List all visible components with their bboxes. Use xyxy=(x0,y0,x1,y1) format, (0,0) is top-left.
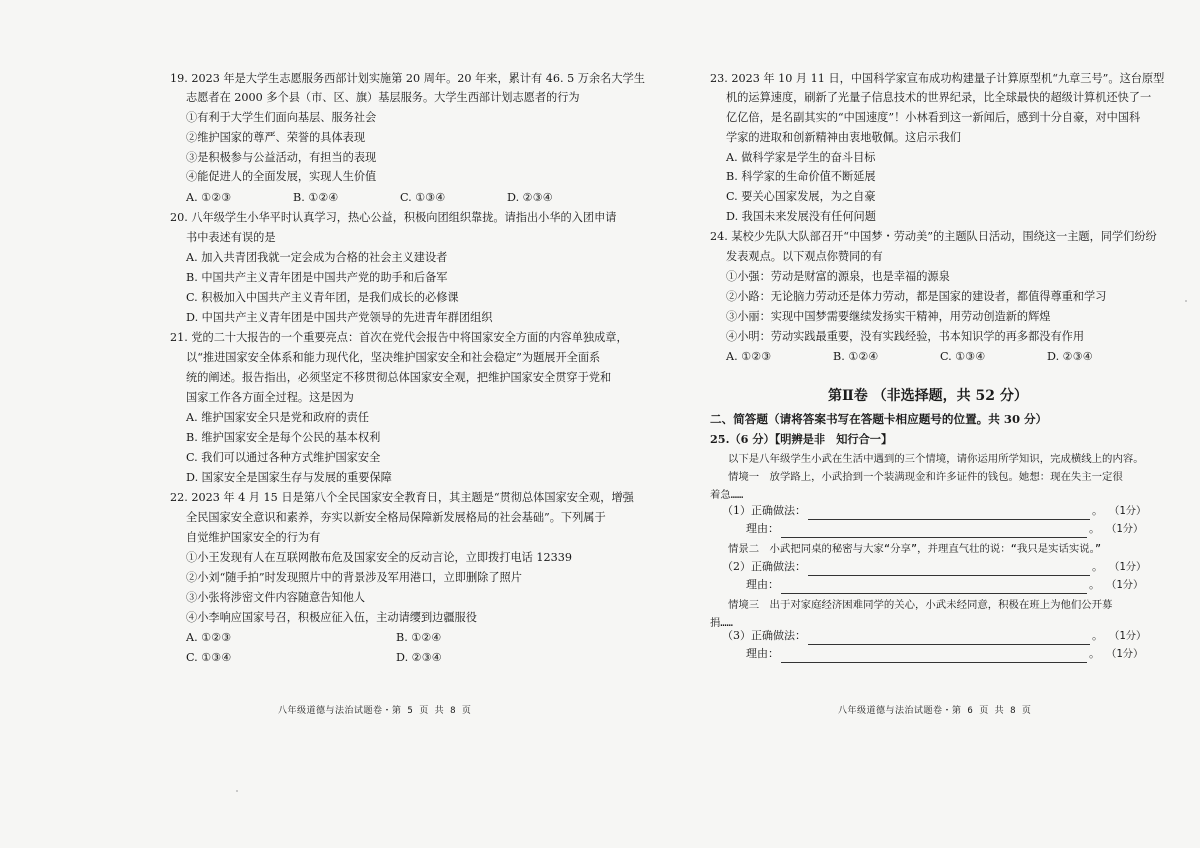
q21-stem-line3: 统的阐述。报告指出，必须坚定不移贯彻总体国家安全观，把维护国家安全贯穿于党和 xyxy=(186,371,612,384)
q25-answer2-label: （2）正确做法： xyxy=(722,560,806,573)
q22-option-b: B. ①②④ xyxy=(396,631,442,644)
q25-reason3-row xyxy=(746,645,1143,663)
q24-option-a: A. ①②③ xyxy=(726,350,772,363)
q25-reason2-label: 理由： xyxy=(746,578,779,591)
q25-reason3-score: （1分） xyxy=(1106,648,1144,660)
q25-intro: 以下是八年级学生小武在生活中遇到的三个情境，请你运用所学知识，完成横线上的内容。 xyxy=(728,453,1144,465)
q20-option-a: A. 加入共青团我就一定会成为合格的社会主义建设者 xyxy=(186,251,448,264)
q21-stem-line2: 以“推进国家安全体系和能力现代化，坚决维护国家安全和社会稳定”为题展开全面系 xyxy=(186,351,601,364)
q25-scenario3-line2: 捐…… xyxy=(710,617,733,629)
q25-answer3-blank[interactable] xyxy=(808,632,1090,645)
q23-option-a: A. 做科学家是学生的奋斗目标 xyxy=(726,151,876,164)
q23-stem-line1: 23. 2023 年 10 月 11 日，中国科学家宣布成功构建量子计算原型机“九章三号”。这台原型 xyxy=(710,72,1165,85)
q24-stem-line1: 24. 某校少先队大队部召开“中国梦・劳动美”的主题队日活动，围绕这一主题，同学们纷纷 xyxy=(710,230,1157,243)
q25-reason3-label: 理由： xyxy=(746,647,779,660)
q25-reason2-row xyxy=(746,576,1143,594)
q23-option-c: C. 要关心国家发展，为之自豪 xyxy=(726,190,876,203)
q20-stem-line1: 20. 八年级学生小华平时认真学习，热心公益，积极向团组织靠拢。请指出小华的入团申请 xyxy=(170,211,617,224)
section2-heading: 二、简答题（请将答案书写在答题卡相应题号的位置。共 30 分） xyxy=(710,412,1048,426)
q20-option-c: C. 积极加入中国共产主义青年团，是我们成长的必修课 xyxy=(186,291,459,304)
q22-item-4: ④小李响应国家号召，积极应征入伍，主动请缨到边疆服役 xyxy=(186,611,477,624)
q25-reason3-blank[interactable] xyxy=(781,650,1087,663)
q25-reason1-label: 理由： xyxy=(746,522,779,535)
q25-scenario2: 情景二 小武把同桌的秘密与大家“分享”，并理直气壮的说：“我只是实话实说。” xyxy=(728,543,1102,555)
q19-option-c: C. ①③④ xyxy=(400,191,446,204)
q20-stem-line2: 书中表述有误的是 xyxy=(186,231,276,244)
q19-item-1: ①有利于大学生们面向基层、服务社会 xyxy=(186,111,377,124)
q25-answer2-blank[interactable] xyxy=(808,563,1090,576)
q25-answer1-score: （1分） xyxy=(1109,505,1147,517)
q22-option-d: D. ②③④ xyxy=(396,651,442,664)
q25-scenario1-line1: 情境一 放学路上，小武拾到一个装满现金和许多证件的钱包。她想：现在失主一定很 xyxy=(728,471,1123,483)
scan-speck xyxy=(236,790,238,792)
q25-reason2-score: （1分） xyxy=(1106,579,1144,591)
q25-reason2-period: 。 xyxy=(1089,578,1100,591)
q19-options xyxy=(186,189,553,207)
q22-stem-line1: 22. 2023 年 4 月 15 日是第八个全民国家安全教育日，其主题是“贯彻总体国家安全观，增强 xyxy=(170,491,634,504)
q22-option-a: A. ①②③ xyxy=(186,631,232,644)
q25-reason1-score: （1分） xyxy=(1106,523,1144,535)
q22-option-c: C. ①③④ xyxy=(186,651,232,664)
q25-answer2-score: （1分） xyxy=(1109,561,1147,573)
q25-answer1-period: 。 xyxy=(1092,504,1103,517)
q21-option-d: D. 国家安全是国家生存与发展的重要保障 xyxy=(186,471,392,484)
q19-option-b: B. ①②④ xyxy=(293,191,339,204)
q21-option-c: C. 我们可以通过各种方式维护国家安全 xyxy=(186,451,381,464)
q19-option-d: D. ②③④ xyxy=(507,191,553,204)
q24-options xyxy=(726,348,1093,366)
scan-speck xyxy=(1185,300,1187,302)
q22-options-row1 xyxy=(186,629,441,647)
q24-item-4: ④小明：劳动实践最重要，没有实践经验，书本知识学的再多都没有作用 xyxy=(726,330,1085,343)
q19-item-2: ②维护国家的尊严、荣誉的具体表现 xyxy=(186,131,366,144)
q21-stem-line1: 21. 党的二十大报告的一个重要亮点：首次在党代会报告中将国家安全方面的内容单独成章， xyxy=(170,331,628,344)
q23-option-b: B. 科学家的生命价值不断延展 xyxy=(726,170,876,183)
q23-stem-line2: 机的运算速度，刷新了光量子信息技术的世界纪录，比全球最快的超级计算机还快了一 xyxy=(726,91,1152,104)
q22-stem-line2: 全民国家安全意识和素养，夯实以新安全格局保障新发展格局的社会基础”。下列属于 xyxy=(186,511,606,524)
q25-answer3-period: 。 xyxy=(1092,629,1103,642)
q24-option-b: B. ①②④ xyxy=(833,350,879,363)
q22-item-3: ③小张将涉密文件内容随意告知他人 xyxy=(186,591,366,604)
q19-stem-line2: 志愿者在 2000 多个县（市、区、旗）基层服务。大学生西部计划志愿者的行为 xyxy=(186,91,580,104)
q19-item-3: ③是积极参与公益活动，有担当的表现 xyxy=(186,151,377,164)
q25-answer3-score: （1分） xyxy=(1109,630,1147,642)
q19-item-4: ④能促进人的全面发展，实现人生价值 xyxy=(186,170,377,183)
q19-stem-line1: 19. 2023 年是大学生志愿服务西部计划实施第 20 周年。20 年来，累计有 46. 5 万余名大学生 xyxy=(170,72,645,85)
q24-item-2: ②小路：无论脑力劳动还是体力劳动，都是国家的建设者，都值得尊重和学习 xyxy=(726,290,1107,303)
q21-option-a: A. 维护国家安全只是党和政府的责任 xyxy=(186,411,370,424)
q20-option-d: D. 中国共产主义青年团是中国共产党领导的先进青年群团组织 xyxy=(186,311,493,324)
q25-answer1-row xyxy=(722,502,1146,520)
q20-option-b: B. 中国共产主义青年团是中国共产党的助手和后备军 xyxy=(186,271,448,284)
q22-item-1: ①小王发现有人在互联网散布危及国家安全的反动言论，立即拨打电话 12339 xyxy=(186,551,572,564)
q22-item-2: ②小刘“随手拍”时发现照片中的背景涉及军用港口，立即删除了照片 xyxy=(186,571,522,584)
q23-stem-line4: 学家的进取和创新精神由衷地敬佩。这启示我们 xyxy=(726,131,961,144)
q25-answer1-blank[interactable] xyxy=(808,507,1090,520)
q25-answer3-label: （3）正确做法： xyxy=(722,629,806,642)
q25-scenario1-line2: 着急…… xyxy=(710,489,744,501)
q25-answer1-label: （1）正确做法： xyxy=(722,504,806,517)
q22-options-row2 xyxy=(186,649,442,667)
q22-stem-line3: 自觉维护国家安全的行为有 xyxy=(186,531,321,544)
right-exam-page xyxy=(600,0,1200,848)
q21-option-b: B. 维护国家安全是每个公民的基本权利 xyxy=(186,431,381,444)
q19-option-a: A. ①②③ xyxy=(186,191,232,204)
right-page-footer: 八年级道德与法治试题卷・第 6 页 共 8 页 xyxy=(838,706,1032,716)
q25-answer2-period: 。 xyxy=(1092,560,1103,573)
q24-option-d: D. ②③④ xyxy=(1047,350,1093,363)
q24-option-c: C. ①③④ xyxy=(940,350,986,363)
q25-scenario3-line1: 情境三 出于对家庭经济困难同学的关心，小武未经同意，积极在班上为他们公开募 xyxy=(728,599,1113,611)
q25-reason1-blank[interactable] xyxy=(781,525,1087,538)
q25-reason3-period: 。 xyxy=(1089,647,1100,660)
q25-answer2-row xyxy=(722,558,1146,576)
q25-answer3-row xyxy=(722,627,1146,645)
q25-reason1-row xyxy=(746,520,1143,538)
left-page-footer: 八年级道德与法治试题卷・第 5 页 共 8 页 xyxy=(278,706,472,716)
q25-title: 25.（6 分）【明辨是非 知行合一】 xyxy=(710,432,893,446)
q25-reason1-period: 。 xyxy=(1089,522,1100,535)
part2-title: 第Ⅱ卷 （非选择题，共 52 分） xyxy=(828,388,1028,404)
q24-stem-line2: 发表观点。以下观点你赞同的有 xyxy=(726,250,883,263)
q24-item-3: ③小丽：实现中国梦需要继续发扬实干精神，用劳动创造新的辉煌 xyxy=(726,310,1051,323)
q21-stem-line4: 国家工作各方面全过程。这是因为 xyxy=(186,391,354,404)
q23-option-d: D. 我国未来发展没有任何问题 xyxy=(726,210,876,223)
q24-item-1: ①小强：劳动是财富的源泉，也是幸福的源泉 xyxy=(726,270,950,283)
q23-stem-line3: 亿亿倍，是名副其实的“中国速度”！小林看到这一新闻后，感到十分自豪，对中国科 xyxy=(726,111,1141,124)
q25-reason2-blank[interactable] xyxy=(781,581,1087,594)
